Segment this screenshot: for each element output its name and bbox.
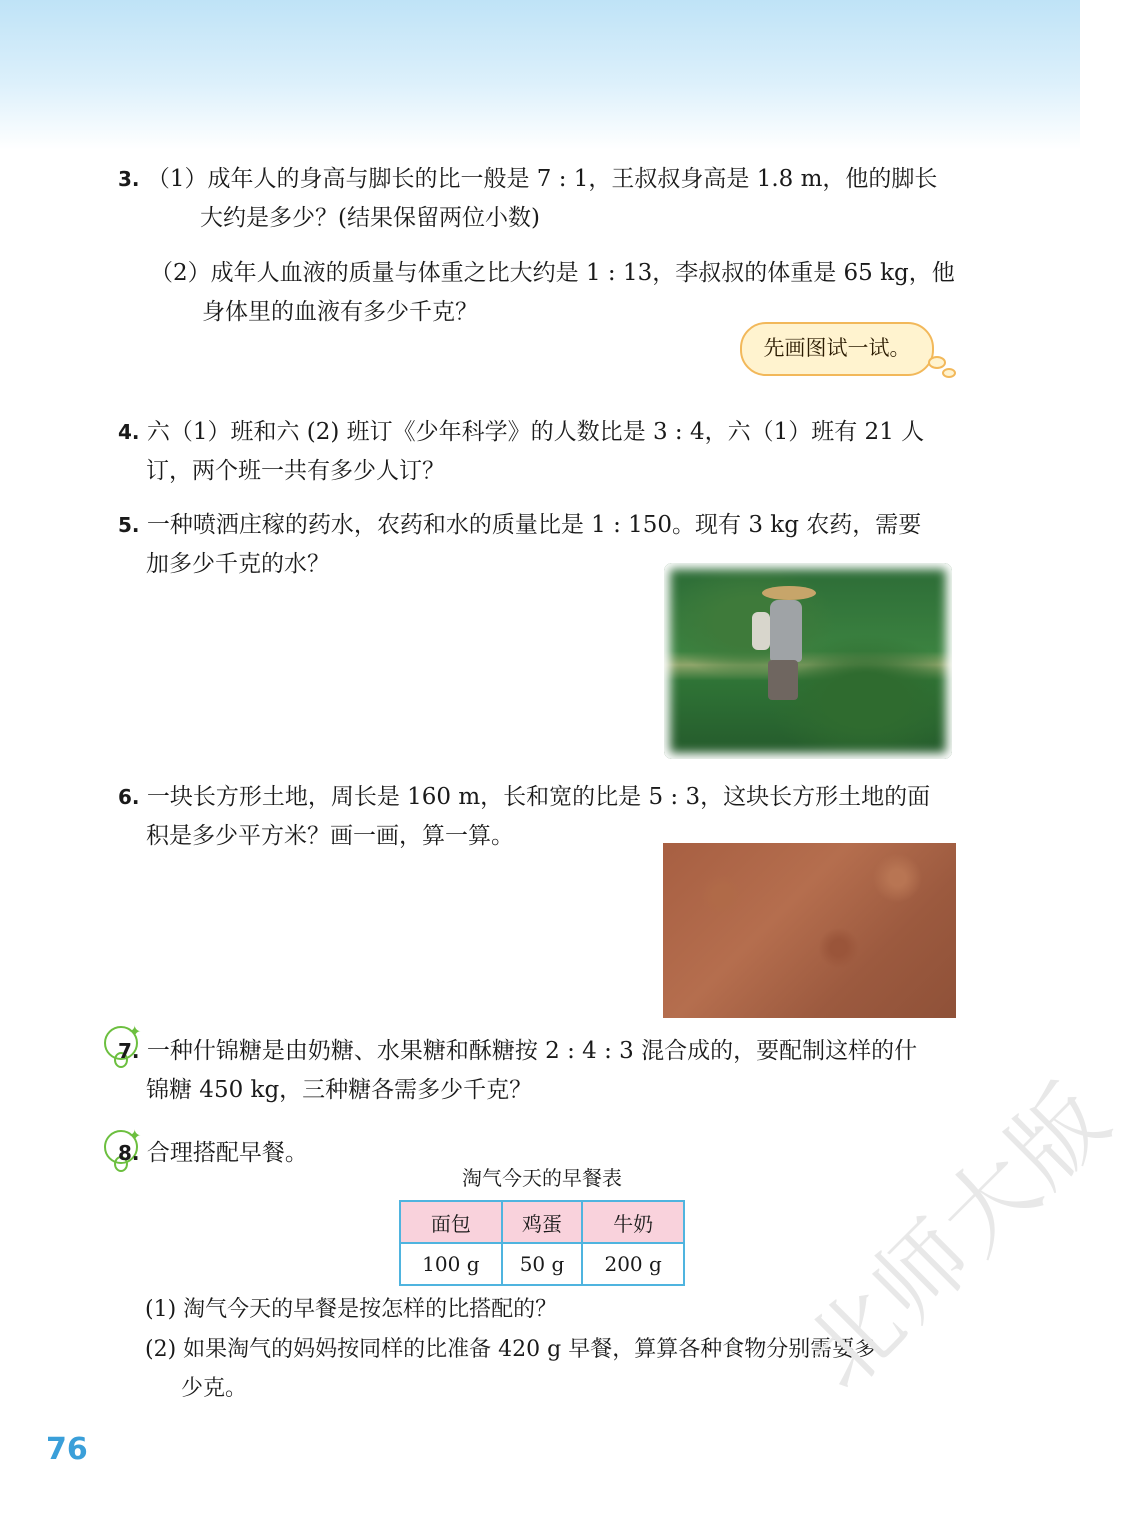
problem-text: 一种喷洒庄稼的药水，农药和水的质量比是 1 : 150。现有 3 kg 农药，需要: [146, 512, 922, 538]
table-cell: 50 g: [502, 1243, 583, 1285]
problem-number: 4.: [118, 420, 140, 444]
breakfast-table: [399, 1200, 685, 1286]
problem-3: [118, 160, 968, 238]
problem-text: 订，两个班一共有多少人订？: [146, 458, 445, 484]
challenge-badge-icon: ✦: [104, 1126, 140, 1170]
table-header-cell: 牛奶: [582, 1201, 684, 1243]
problem-text: （1）成年人的身高与脚长的比一般是 7 : 1，王叔叔身高是 1.8 m，他的脚长: [146, 166, 938, 192]
problem-number: 7.: [118, 1039, 140, 1063]
sub-question-text: 少克。: [181, 1376, 248, 1401]
header-band: [0, 0, 1080, 150]
problem-text: 锦糖 450 kg，三种糖各需多少千克？: [146, 1077, 533, 1103]
problem-text: （2）成年人血液的质量与体重之比大约是 1 : 13，李叔叔的体重是 65 kg，他: [150, 260, 955, 286]
hint-bubble: 先画图试一试。: [740, 322, 934, 376]
problem-number: 5.: [118, 513, 140, 537]
problem-number: 6.: [118, 785, 140, 809]
farmer-figure: [770, 600, 802, 662]
problem-text: 加多少千克的水？: [146, 551, 330, 577]
problem-7: [118, 1032, 968, 1110]
sprayer-tank: [752, 612, 770, 650]
straw-hat: [762, 586, 816, 600]
problem-4: [118, 413, 968, 491]
challenge-badge-icon: ✦: [104, 1022, 140, 1066]
problem-text: 一块长方形土地，周长是 160 m，长和宽的比是 5 : 3，这块长方形土地的面: [146, 784, 931, 810]
problem-text: 积是多少平方米？画一画，算一算。: [146, 823, 514, 849]
table-cell: 200 g: [582, 1243, 684, 1285]
problem-number: 8.: [118, 1141, 140, 1165]
publisher-watermark: 北师大版: [784, 1062, 1132, 1410]
table-header-cell: 面包: [400, 1201, 502, 1243]
table-cell: 100 g: [400, 1243, 502, 1285]
soil-photo: [663, 843, 956, 1018]
table-title: 淘气今天的早餐表: [462, 1166, 622, 1190]
farmer-legs: [768, 660, 798, 700]
hint-bubble-dot: [942, 368, 956, 378]
problem-text: 大约是多少？(结果保留两位小数): [200, 205, 540, 231]
problem-text: 合理搭配早餐。: [146, 1140, 308, 1166]
table-header-cell: 鸡蛋: [502, 1201, 583, 1243]
sub-question-text: (2) 如果淘气的妈妈按同样的比准备 420 g 早餐，算算各种食物分别需要多: [145, 1337, 877, 1362]
problem-3-part-2: [150, 254, 970, 332]
problem-text: 身体里的血液有多少千克？: [202, 299, 478, 325]
hint-bubble-dot: [928, 356, 946, 369]
page-number: 76: [46, 1432, 88, 1467]
sub-question-1: (1) 淘气今天的早餐是按怎样的比搭配的？: [145, 1297, 558, 1322]
problem-number: 3.: [118, 167, 140, 191]
problem-text: 六（1）班和六 (2) 班订《少年科学》的人数比是 3 : 4，六（1）班有 21 人: [146, 419, 925, 445]
problem-text: 一种什锦糖是由奶糖、水果糖和酥糖按 2 : 4 : 3 混合成的，要配制这样的什: [146, 1038, 918, 1064]
